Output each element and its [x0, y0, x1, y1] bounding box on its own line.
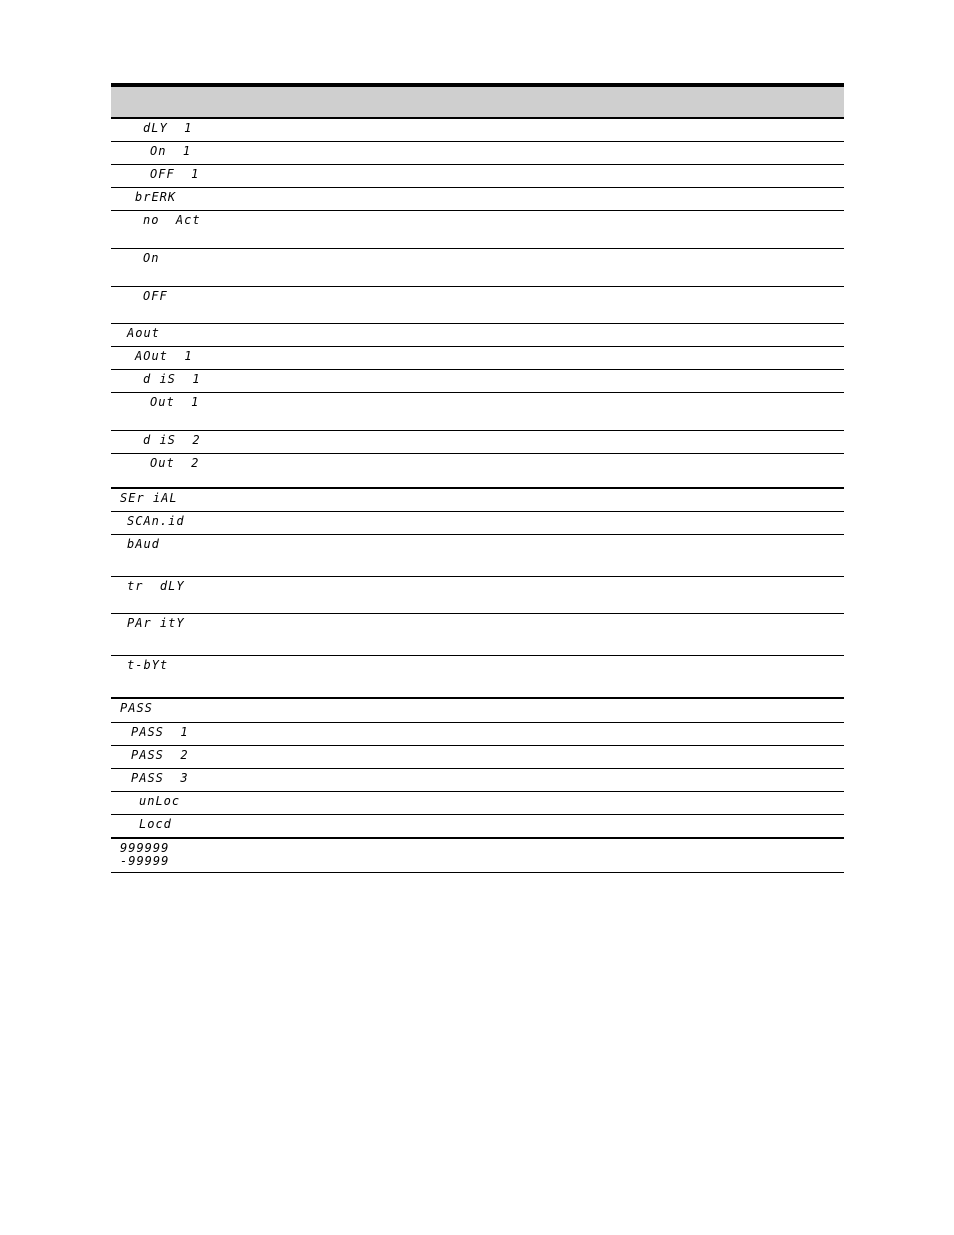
display-code: d iS 1: [143, 372, 201, 386]
display-code: PASS 1: [131, 725, 189, 739]
table-row: [111, 347, 844, 370]
table-row: [111, 577, 844, 614]
display-code: Aout: [127, 326, 160, 340]
display-code: PAr itY: [127, 616, 185, 630]
table-row: [111, 324, 844, 347]
display-code: tr dLY: [127, 579, 185, 593]
display-code: PASS 2: [131, 748, 189, 762]
table-row: [111, 839, 844, 873]
display-code: d iS 2: [143, 433, 201, 447]
table-row: [111, 489, 844, 512]
display-code: SCAn.id: [127, 514, 185, 528]
table-row: [111, 699, 844, 723]
display-code: Out 2: [150, 456, 200, 470]
display-code: Out 1: [150, 395, 200, 409]
table-row: [111, 249, 844, 287]
display-code: PASS 3: [131, 771, 189, 785]
table-row: [111, 512, 844, 535]
table-row: [111, 211, 844, 249]
display-code: SEr iAL: [120, 491, 178, 505]
table-row: [111, 454, 844, 489]
table-row: [111, 769, 844, 792]
table-row: [111, 792, 844, 815]
table-row: [111, 614, 844, 656]
table-row: [111, 287, 844, 324]
display-code: brERK: [135, 190, 177, 204]
display-code: dLY 1: [143, 121, 193, 135]
display-code: 999999 -99999: [120, 841, 170, 868]
table-row: [111, 431, 844, 454]
display-code: no Act: [143, 213, 201, 227]
table-row: [111, 165, 844, 188]
display-code: On: [143, 251, 160, 265]
table-row: [111, 119, 844, 142]
table-row: [111, 815, 844, 839]
table-row: [111, 188, 844, 211]
display-code: PASS: [120, 701, 153, 715]
display-code: t-bYt: [127, 658, 169, 672]
table-row: [111, 370, 844, 393]
display-code: unLoc: [139, 794, 181, 808]
table-row: [111, 393, 844, 431]
table-row: [111, 535, 844, 577]
parameter-table: [111, 83, 844, 873]
display-code: On 1: [150, 144, 192, 158]
display-code: AOut 1: [135, 349, 193, 363]
display-code: Locd: [139, 817, 172, 831]
display-code: bAud: [127, 537, 160, 551]
table-row: [111, 142, 844, 165]
display-code: OFF 1: [150, 167, 200, 181]
table-row: [111, 723, 844, 746]
display-code: OFF: [143, 289, 168, 303]
table-header: [111, 83, 844, 119]
table-row: [111, 746, 844, 769]
table-row: [111, 656, 844, 699]
